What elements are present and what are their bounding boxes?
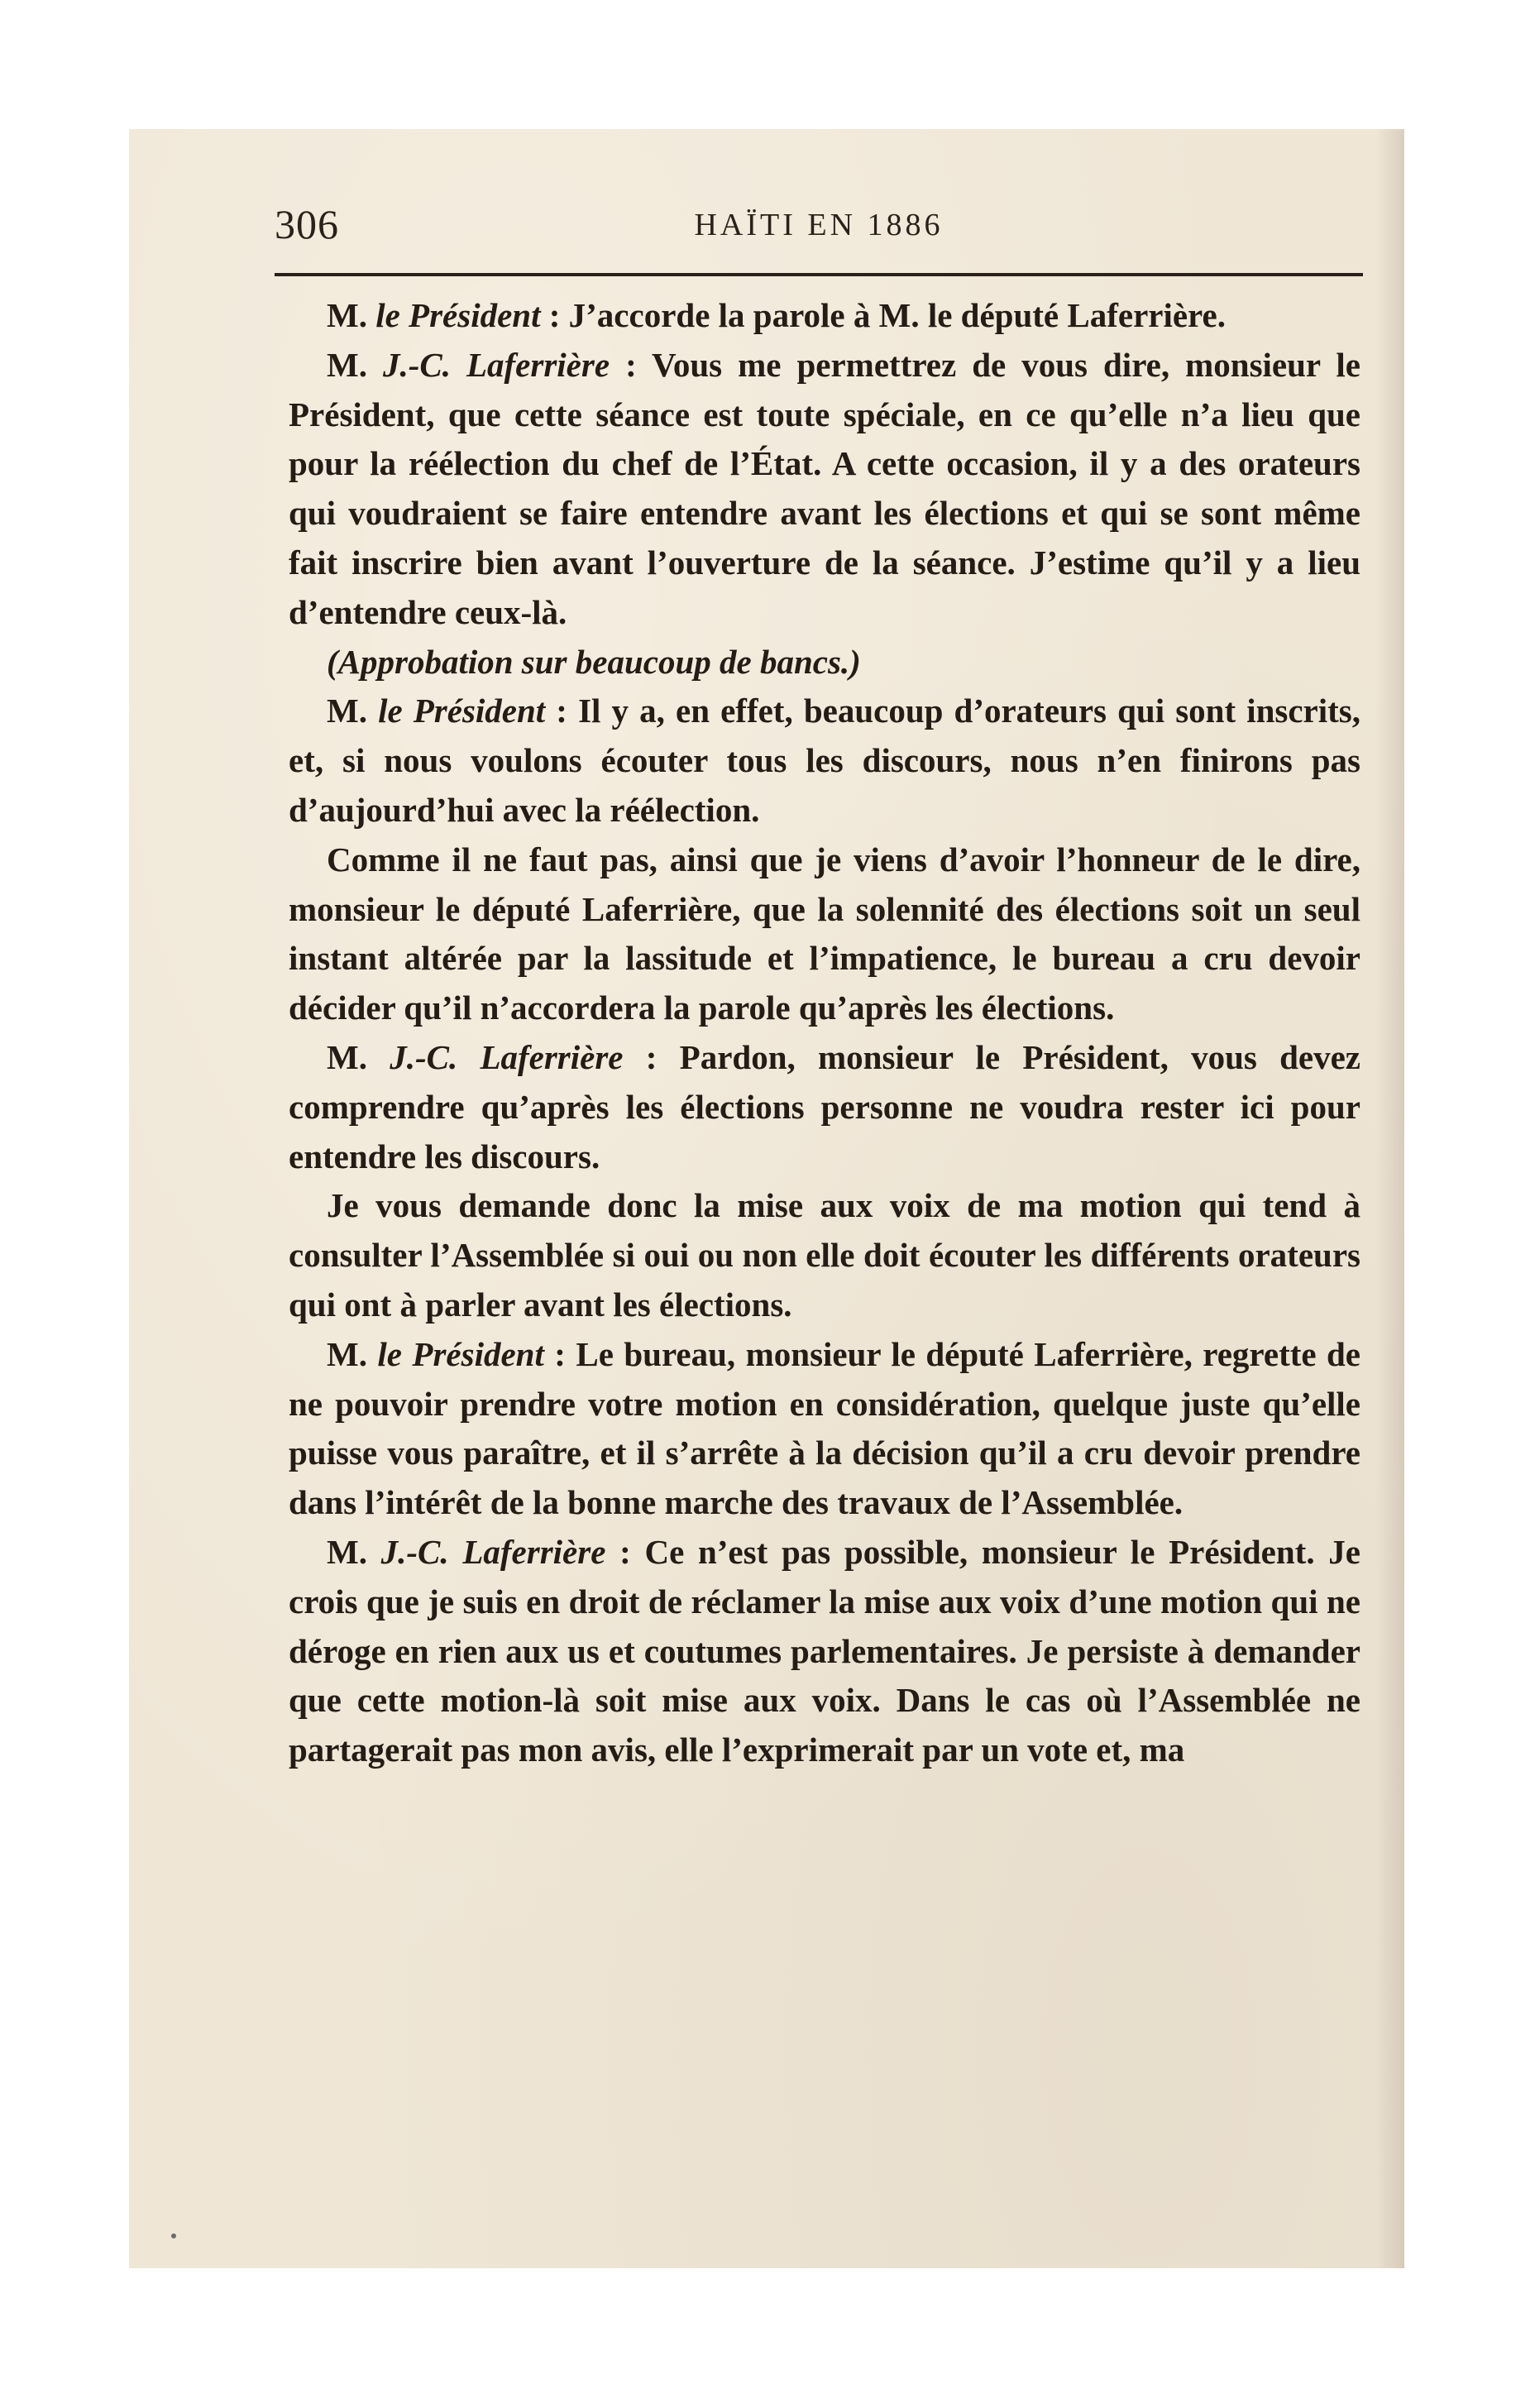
paragraph-text: Le bureau, monsieur le député Laferrière, regrette de ne pouvoir prendre votre motion en considération, quelque juste qu’elle puisse vous paraître, et il s’arrête à la décision qu’il a cru devoir prendre dans l’intérêt de la bonne marche des travaux de l’Assemblée. [289, 1334, 1361, 1522]
speaker-title: M. [327, 1334, 378, 1373]
paragraph-text: Il y a, en effet, beaucoup d’orateurs qui sont inscrits, et, si nous voulons écouter tous les discours, nous n’en finirons pas d’aujourd’hui avec la réélection. [289, 692, 1361, 829]
speaker-name: J.-C. Laferrière [390, 1037, 624, 1076]
running-title: HAÏTI EN 1886 [694, 208, 944, 242]
page-number: 306 [275, 201, 339, 247]
scan-speck [171, 2233, 176, 2238]
paragraph [289, 341, 1360, 638]
speaker-name: le Président [377, 1334, 544, 1373]
page-body [289, 291, 1360, 1775]
paragraph [289, 1330, 1360, 1528]
page-edge-shadow [1376, 129, 1404, 2268]
paragraph-text: Je vous demande donc la mise aux voix de ma motion qui tend à consulter l’Assemblée si oui ou non elle doit écouter les différents orateurs qui ont à parler avant les élections. [289, 1186, 1360, 1324]
speaker-separator: : [610, 345, 652, 384]
paragraph-text: Ce n’est pas possible, monsieur le Président. Je crois que je suis en droit de réclamer la mise aux voix d’une motion qui ne déroge en rien aux us et coutumes parlementaires. Je persiste à demander que cette motion-là soit mise aux voix. Dans le cas où l’Assemblée ne partagerait pas mon avis, elle l’exprimerait par un vote et, ma [289, 1532, 1360, 1769]
speaker-separator: : [540, 296, 569, 334]
speaker-name: J.-C. Laferrière [382, 345, 610, 384]
speaker-title: M. [327, 296, 376, 334]
page-header [275, 200, 1363, 250]
paragraph [289, 1181, 1360, 1329]
paragraph [289, 291, 1360, 341]
speaker-separator: : [545, 692, 579, 730]
speaker-separator: : [605, 1532, 645, 1571]
speaker-title: M. [327, 1037, 390, 1076]
stage-direction-text: (Approbation sur beaucoup de bancs.) [327, 642, 861, 681]
speaker-name: le Président [378, 692, 546, 730]
paragraph [289, 687, 1360, 835]
stage-direction [289, 638, 1360, 687]
paragraph-text: Vous me permettrez de vous dire, monsieur le Président, que cette séance est toute spéciale, en ce qu’elle n’a lieu que pour la réélection du chef de l’État. A cette occasion, il y a des orateurs qui voudraient se faire entendre avant les élections et qui se sont même fait inscrire bien avant l’ouverture de la séance. J’estime qu’il y a lieu d’entendre ceux-là. [289, 345, 1360, 631]
speaker-title: M. [327, 345, 383, 384]
paragraph [289, 1033, 1360, 1181]
paragraph-text: J’accorde la parole à M. le député Laferrière. [568, 296, 1226, 334]
book-page [129, 129, 1404, 2268]
paragraph [289, 1528, 1360, 1775]
paragraph-text: Pardon, monsieur le Président, vous devez comprendre qu’après les élections personne ne voudra rester ici pour entendre les discours. [289, 1037, 1361, 1175]
speaker-separator: : [623, 1037, 680, 1076]
speaker-name: J.-C. Laferrière [380, 1532, 606, 1571]
speaker-title: M. [327, 1532, 381, 1571]
header-rule [275, 273, 1363, 276]
speaker-title: M. [327, 692, 379, 730]
paragraph-text: Comme il ne faut pas, ainsi que je viens d’avoir l’honneur de le dire, monsieur le député Laferrière, que la solennité des élections soit un seul instant altérée par la lassitude et l’impatience, le bureau a cru devoir décider qu’il n’accordera la parole qu’après les élections. [289, 840, 1360, 1027]
speaker-separator: : [543, 1334, 576, 1373]
speaker-name: le Président [375, 296, 541, 334]
paragraph [289, 835, 1360, 1033]
